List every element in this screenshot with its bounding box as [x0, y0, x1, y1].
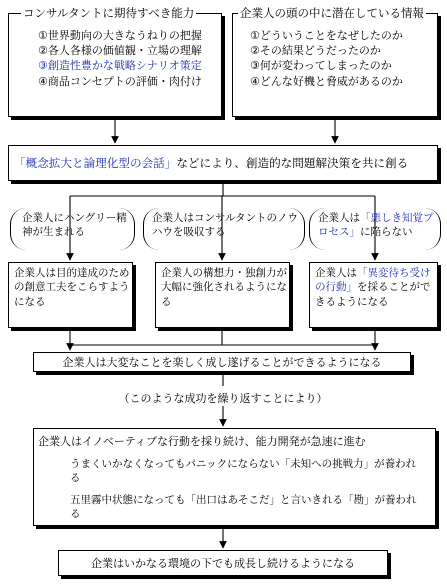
list-item: ④どんな好機と脅威があるのか — [250, 74, 403, 88]
branch-result-2-text — [161, 266, 287, 309]
banner-text — [14, 155, 434, 171]
repeat-note: （このような成功を繰り返すことにより） — [118, 392, 328, 405]
branch-condition-part: 「悪しき知覚プロセス」 — [318, 212, 434, 239]
final-box-text: 企業はいかなる環境の下でも成長し続けるようになる — [91, 557, 355, 570]
branch-result-part: 「異変待ち受けの行動」 — [315, 267, 431, 294]
branch-result-part: 企業人は目的達成のための創意工夫をこらすようになる — [14, 267, 130, 308]
branch-condition-part: 企業人はコンサルタントのノウハウを吸収する — [152, 212, 299, 239]
list-item: ③創造性豊かな戦略シナリオ策定 — [38, 59, 202, 73]
list-item: ①どういうことをなぜしたのか — [250, 29, 403, 42]
branch-condition-2-text — [152, 211, 300, 240]
innovation-main: 企業人はイノベーティブな行動を採り続け、能力開発が急速に進む — [38, 435, 366, 448]
consultant-ability-list — [38, 28, 202, 89]
consultant-ability-title: コンサルタントに期待すべき能力 — [23, 6, 195, 20]
branch-condition-part: 企業人は — [318, 212, 360, 224]
branch-condition-3-text — [318, 211, 436, 240]
merge-box-text: 企業人は大変なことを楽しく成し遂げることができるようになる — [62, 356, 382, 369]
branch-result-part: 企業人の構想力・独創力が大幅に強化されるようになる — [161, 267, 287, 308]
branch-result-part: を採ることができるようになる — [315, 281, 431, 308]
innovation-sub-2: 五里霧中状態になっても「出口はあそこだ」と言いきれる「勘」が養われる — [70, 494, 417, 521]
branch-condition-part: に陥らない — [360, 226, 413, 239]
banner-rest: などにより、創造的な問題解決策を共に創る — [176, 156, 409, 170]
list-item: ②その結果どうだったのか — [250, 44, 381, 58]
latent-info-list — [250, 28, 403, 89]
list-item: ④商品コンセプトの評価・肉付け — [38, 74, 202, 88]
branch-condition-part: 企業人にハングリー精神が生まれる — [22, 212, 127, 239]
branch-condition-1-text — [22, 211, 132, 240]
branch-result-3-text — [315, 266, 435, 309]
banner-highlight: 「概念拡大と論理化型の会話」 — [14, 156, 177, 170]
list-item: ②各人各様の価値観・立場の理解 — [38, 44, 202, 58]
list-item: ①世界動向の大きなうねりの把握 — [38, 29, 202, 42]
branch-result-part: 企業人は — [315, 267, 357, 279]
innovation-sub-1: うまくいかなくなってもパニックにならない「未知への挑戦力」が養われる — [70, 458, 417, 485]
list-item: ③何が変わってしまったのか — [250, 59, 392, 73]
branch-result-1-text — [14, 266, 130, 309]
latent-info-title: 企業人の頭の中に潜在している情報 — [240, 6, 424, 20]
